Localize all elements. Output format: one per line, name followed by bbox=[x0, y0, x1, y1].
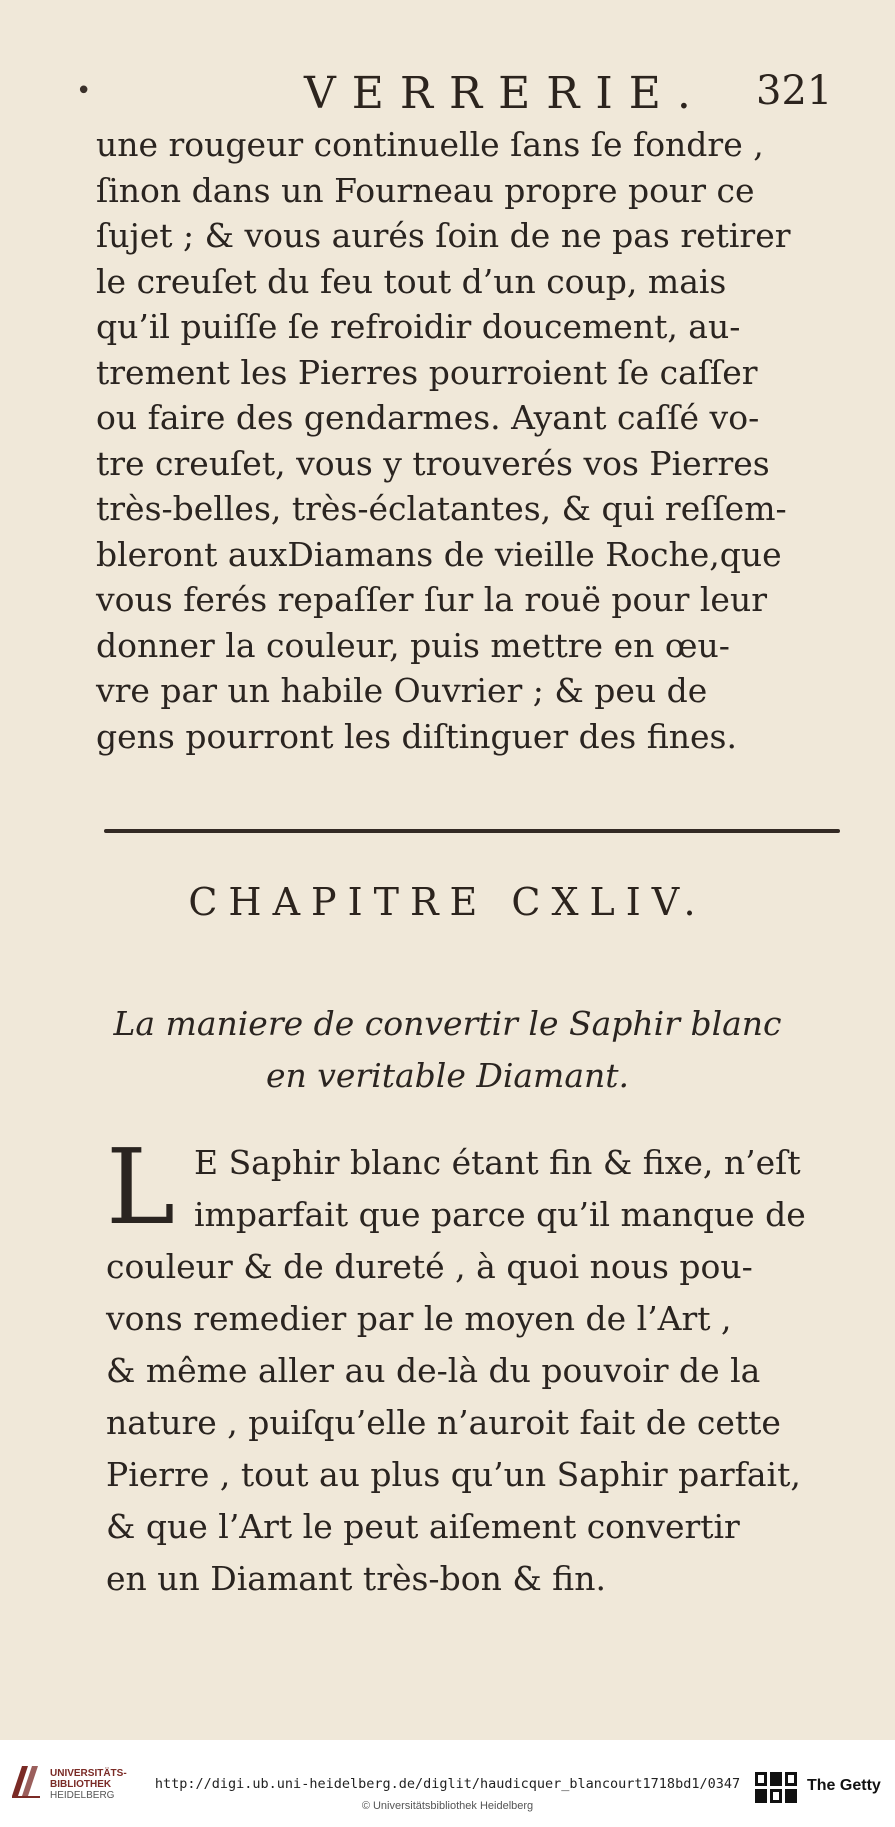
text-line: en un Diamant très-bon & fin. bbox=[106, 1559, 606, 1598]
text-line: & même aller au de-là du pouvoir de la bbox=[106, 1351, 761, 1390]
text-line: qu’il puiſſe ſe refroidir doucement, au- bbox=[96, 307, 741, 346]
viewer-footer bbox=[0, 1740, 895, 1827]
running-head bbox=[70, 68, 880, 118]
text-line: ou faire des gendarmes. Ayant caſſé vo- bbox=[96, 398, 760, 437]
text-line: vous ferés repaſſer ſur la rouë pour leur bbox=[96, 580, 767, 619]
subtitle-line: en veritable Diamant. bbox=[265, 1056, 630, 1095]
permalink-url[interactable]: http://digi.ub.uni-heidelberg.de/diglit/haudicquer_blancourt1718bd1/0347 bbox=[154, 1776, 741, 1792]
text-line: gens pourront les diſtinguer des fines. bbox=[96, 716, 737, 756]
section-divider bbox=[104, 829, 840, 833]
drop-cap: L bbox=[106, 1126, 176, 1248]
chapter-subtitle bbox=[0, 998, 895, 1102]
running-head-title: VERRERIE. bbox=[304, 68, 707, 119]
text-line: nature , puiſqu’elle n’auroit fait de cette bbox=[106, 1403, 781, 1442]
text-line: Pierre , tout au plus qu’un Saphir parfait, bbox=[106, 1455, 801, 1494]
chapter-heading: CHAPITRE CXLIV. bbox=[188, 880, 707, 924]
library-name-line: BIBLIOTHEK bbox=[50, 1779, 112, 1790]
text-line: le creuſet du feu tout d’un coup, mais bbox=[96, 261, 727, 301]
getty-logo-icon[interactable] bbox=[753, 1770, 799, 1810]
text-line: ſujet ; & vous aurés ſoin de ne pas retirer bbox=[96, 216, 791, 255]
text-line: une rougeur continuelle ſans ſe fondre , bbox=[96, 125, 764, 164]
text-line: & que l’Art le peut aiſement convertir bbox=[106, 1507, 740, 1546]
chapter-paragraph bbox=[106, 1126, 876, 1605]
text-line: ſinon dans un Fourneau propre pour ce bbox=[96, 170, 755, 210]
text-line: tre creuſet, vous y trouverés vos Pierres bbox=[96, 443, 770, 483]
paragraph-continued bbox=[96, 122, 866, 759]
subtitle-line: La maniere de convertir le Saphir blanc bbox=[113, 1004, 782, 1043]
text-line: imparfait que parce qu’il manque de bbox=[194, 1195, 806, 1234]
text-line: vre par un habile Ouvrier ; & peu de bbox=[96, 671, 708, 710]
text-line: très-belles, très-éclatantes, & qui reſſem- bbox=[96, 489, 787, 528]
library-name-line: HEIDELBERG bbox=[50, 1790, 115, 1801]
text-line: E Saphir blanc étant fin & fixe, n’eſt bbox=[194, 1143, 801, 1182]
text-line: bleront auxDiamans de vieille Roche,que bbox=[96, 534, 782, 574]
sponsor-name: The Getty bbox=[807, 1777, 881, 1794]
running-head-mark: • bbox=[76, 76, 92, 106]
text-line: trement les Pierres pourroient ſe caſſer bbox=[96, 352, 758, 392]
copyright-notice: © Universitätsbibliothek Heidelberg bbox=[361, 1800, 534, 1812]
text-line: vons remedier par le moyen de l’Art , bbox=[106, 1299, 732, 1338]
library-name-line: UNIVERSITÄTS- bbox=[50, 1768, 127, 1779]
page-number: 321 bbox=[756, 68, 833, 114]
text-line: donner la couleur, puis mettre en œu- bbox=[96, 625, 730, 665]
text-line: couleur & de dureté , à quoi nous pou- bbox=[106, 1247, 753, 1286]
